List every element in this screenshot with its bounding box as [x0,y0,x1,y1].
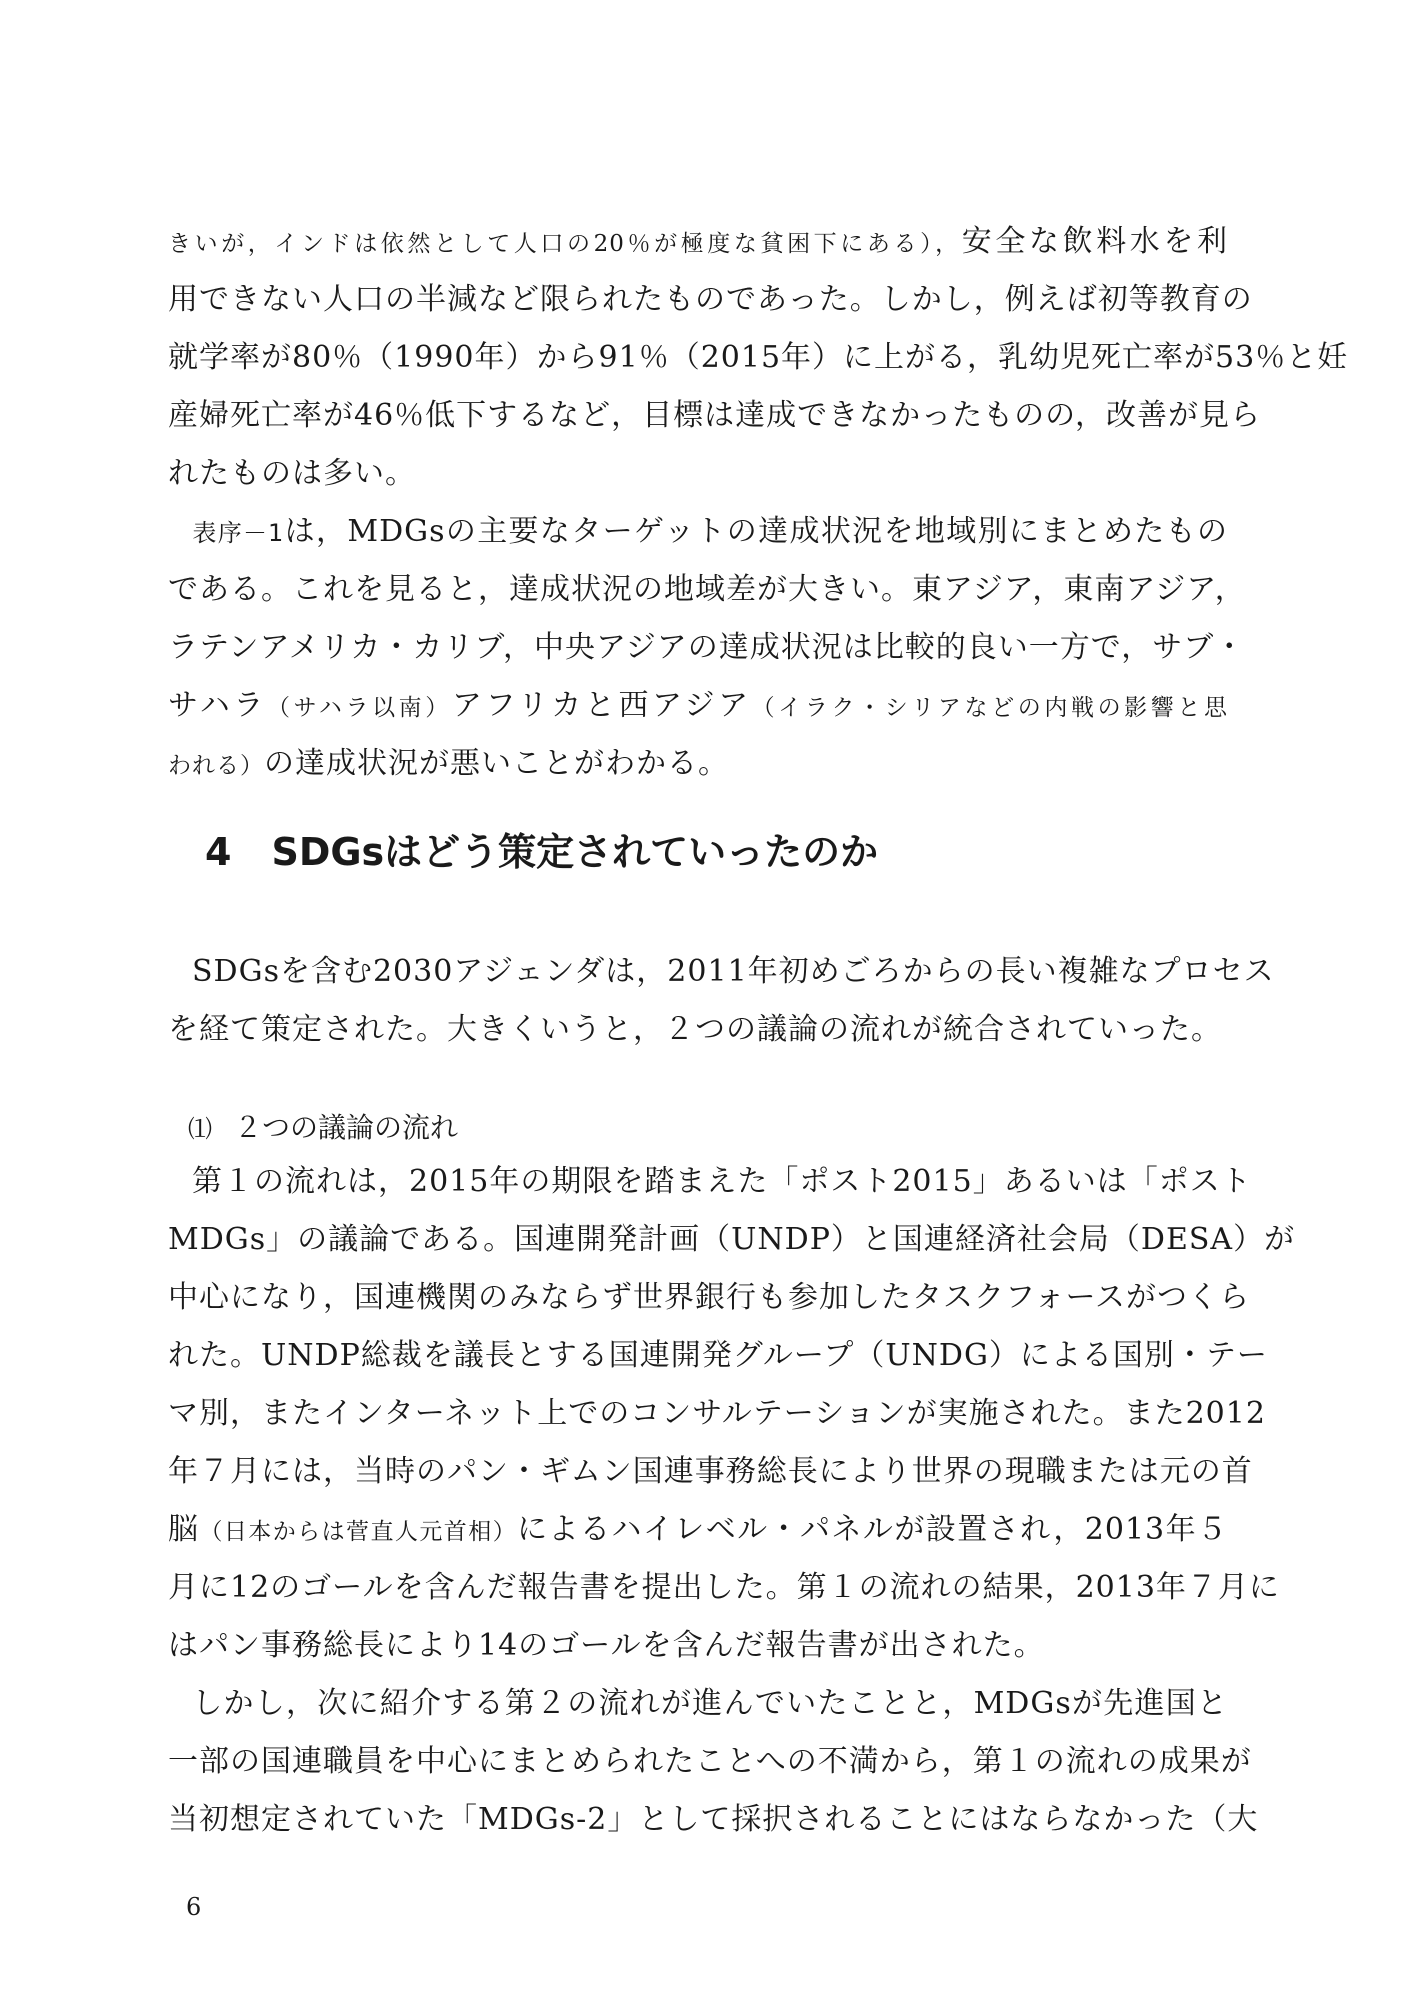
body-text: アフリカと西アジア [451,688,752,723]
small-text: （日本からは菅直人元首相） [199,1519,518,1545]
paragraph-line: を経て策定された。大きくいうと，２つの議論の流れが統合されていった。 [168,1012,1222,1047]
paragraph-line: れた。UNDP総裁を議長とする国連開発グループ（UNDG）による国別・テー [168,1338,1268,1373]
body-text: 脳 [168,1512,200,1547]
paragraph-line: 就学率が80％（1990年）から91％（2015年）に上がる，乳幼児死亡率が53％と妊 [168,340,1349,375]
paragraph-line [168,1510,1228,1552]
small-text: きいが，インドは依然として人口の20％が極度な貧困下にある）， [168,231,962,257]
body-text: によるハイレベル・パネルが設置され，2013年５ [517,1512,1229,1547]
small-text: （イラク・シリアなどの内戦の影響と思 [751,695,1228,721]
paragraph-line: ラテンアメリカ・カリブ，中央アジアの達成状況は比較的良い一方で，サブ・ [168,630,1246,665]
body-text: サハラ [168,688,268,723]
body-text: の達成状況が悪いことがわかる。 [264,746,729,781]
body-text: は，MDGsの主要なターゲットの達成状況を地域別にまとめたもの [284,514,1228,549]
paragraph-line: 一部の国連職員を中心にまとめられたことへの不満から，第１の流れの成果が [168,1744,1252,1779]
paragraph-line: れたものは多い。 [168,456,416,491]
small-text: われる） [168,753,264,779]
paragraph-line: 産婦死亡率が46％低下するなど，目標は達成できなかったものの，改善が見ら [168,398,1261,433]
subsection-heading [188,1108,458,1149]
body-text: 安全な飲料水を利 [961,224,1229,259]
paragraph-line: 年７月には，当時のパン・ギムン国連事務総長により世界の現職または元の首 [168,1454,1253,1489]
subsection-number: ⑴ [188,1115,212,1143]
paragraph-line: である。これを見ると，達成状況の地域差が大きい。東アジア，東南アジア， [168,572,1246,607]
subsection-title: ２つの議論の流れ [234,1111,459,1144]
body-text: 第１の流れは，2015年の期限を踏まえた「ポスト2015」あるいは「ポスト [192,1164,1252,1199]
body-text: SDGsを含む2030アジェンダは，2011年初めごろからの長い複雑なプロセス [192,954,1275,989]
table-reference: 表序－1 [192,519,285,547]
paragraph-line: はパン事務総長により14のゴールを含んだ報告書が出された。 [168,1628,1045,1663]
paragraph-line [168,686,1228,728]
paragraph-line: 用できない人口の半減など限られたものであった。しかし，例えば初等教育の [168,282,1253,317]
paragraph-line [168,952,1275,992]
paragraph-line [168,1162,1252,1202]
paragraph-line [168,512,1228,553]
paragraph-line: 中心になり，国連機関のみならず世界銀行も参加したタスクフォースがつくら [168,1280,1250,1315]
paragraph-line [168,1684,1228,1724]
paragraph-line [168,744,1228,786]
section-title: SDGsはどう策定されていったのか [271,830,879,874]
section-number: 4 [205,830,232,874]
paragraph-line [168,222,1228,264]
paragraph-line: マ別，またインターネット上でのコンサルテーションが実施された。また2012 [168,1396,1266,1431]
body-text: しかし，次に紹介する第２の流れが進んでいたことと，MDGsが先進国と [192,1686,1228,1721]
paragraph-line: MDGs」の議論である。国連開発計画（UNDP）と国連経済社会局（DESA）が [168,1222,1296,1257]
page-number: 6 [186,1893,202,1921]
paragraph-line: 当初想定されていた「MDGs-2」として採択されることにはならなかった（大 [168,1802,1259,1837]
section-heading [205,828,878,876]
small-text: （サハラ以南） [267,695,452,721]
paragraph-line: 月に12のゴールを含んだ報告書を提出した。第１の流れの結果，2013年７月に [168,1570,1280,1605]
